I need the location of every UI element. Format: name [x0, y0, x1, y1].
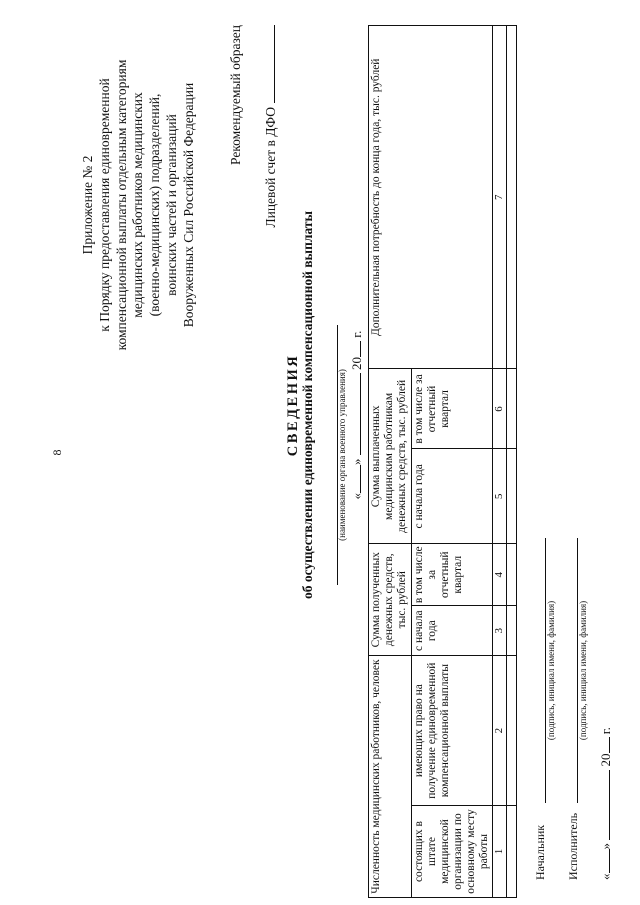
empty-data-row [507, 26, 517, 898]
month-blank [598, 770, 610, 840]
data-table [368, 25, 517, 898]
page-number: 8 [50, 449, 64, 456]
appendix-header [80, 15, 198, 395]
document-subtitle: об осуществлении единовременной компенсационной выплаты [300, 210, 315, 600]
header-staff-total: состоящих в штате медицинской организации по основному месту работы [412, 806, 493, 898]
document-title: СВЕДЕНИЯ [285, 353, 301, 457]
head-label: Начальник [533, 824, 547, 880]
date-close-quote: » [349, 458, 364, 465]
column-number: 3 [493, 606, 507, 656]
column-number: 5 [493, 449, 507, 544]
empty-cell [507, 806, 517, 898]
column-number: 6 [493, 369, 507, 449]
appendix-line: к Порядку предоставления единовременной [96, 78, 112, 332]
executor-label: Исполнитель [566, 812, 580, 880]
appendix-line: Вооруженных Сил Российской Федерации [180, 82, 196, 328]
empty-cell [507, 544, 517, 606]
header-extra-need: Дополнительная потребность до конца года, тыс. рублей [369, 26, 493, 369]
report-date-line [349, 315, 365, 515]
date-open-quote: « [598, 873, 613, 880]
header-paid-quarter: в том числе за отчетный квартал [412, 369, 493, 449]
year-prefix: 20 [349, 356, 364, 370]
year-prefix: 20 [598, 753, 613, 767]
head-signature-caption: (подпись, инициал имени, фамилия) [546, 600, 556, 741]
header-received: Сумма полученных денежных средств, тыс. рублей [369, 544, 412, 656]
appendix-line: воинских частей и организаций [163, 114, 179, 296]
year-suffix: г. [349, 330, 364, 338]
header-row-top [369, 26, 412, 898]
header-received-quarter: в том числе за отчетный квартал [412, 544, 493, 606]
empty-cell [507, 606, 517, 656]
column-number: 4 [493, 544, 507, 606]
day-blank [598, 850, 610, 874]
appendix-line: медицинских работников медицинских [130, 92, 146, 318]
year-blank [598, 738, 610, 754]
header-received-ytd: с начала года [412, 606, 493, 656]
account-blank-line [262, 25, 275, 103]
appendix-line: компенсационной выплаты отдельным категориям [113, 59, 129, 351]
account-field [262, 25, 279, 325]
signature-date-line [598, 727, 614, 880]
column-number-row [493, 26, 507, 898]
month-blank [349, 373, 361, 455]
column-number: 2 [493, 656, 507, 806]
date-close-quote: » [598, 843, 613, 850]
executor-signature-caption: (подпись, инициал имени, фамилия) [578, 600, 588, 741]
header-staff-eligible: имеющих право на получение единовременной компенсационной выплаты [412, 656, 493, 806]
appendix-line: (военно-медицинских) подразделений, [147, 93, 163, 317]
appendix-line: Приложение № 2 [80, 155, 95, 255]
empty-cell [507, 449, 517, 544]
year-suffix: г. [598, 727, 613, 735]
column-number: 7 [493, 26, 507, 369]
recommended-sample-note: Рекомендуемый образец [228, 25, 243, 166]
date-open-quote: « [349, 492, 364, 500]
account-label: Лицевой счет в ДФО [263, 107, 278, 228]
day-blank [349, 465, 361, 493]
column-number: 1 [493, 806, 507, 898]
empty-cell [507, 26, 517, 369]
empty-cell [507, 656, 517, 806]
empty-cell [507, 369, 517, 449]
header-paid: Сумма выплаченных медицинским работникам денежных средств, тыс. рублей [369, 369, 412, 544]
header-paid-ytd: с начала года [412, 449, 493, 544]
header-staff-count: Численность медицинских работников, человек [369, 656, 412, 898]
org-name-caption: (наименование органа военного управления) [337, 369, 347, 541]
year-blank [349, 341, 361, 357]
